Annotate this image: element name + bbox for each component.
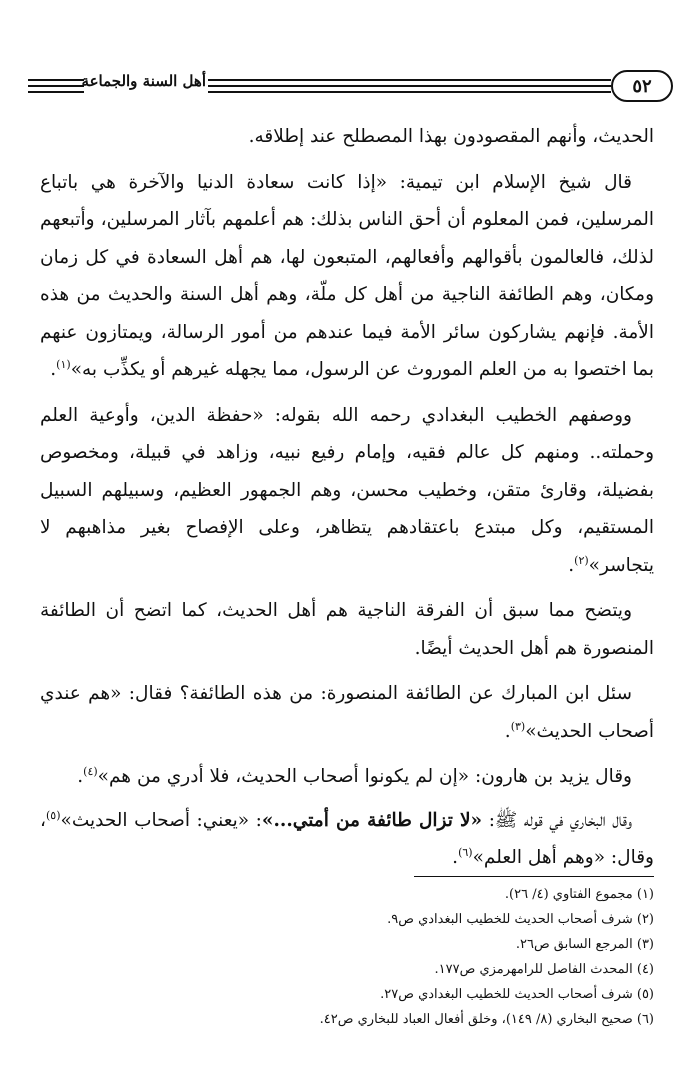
header-rule (208, 79, 611, 86)
paragraph: سئل ابن المبارك عن الطائفة المنصورة: من هذه الطائفة؟ فقال: «هم عندي أصحاب الحديث»$^{(٣)}$. (40, 683, 654, 742)
footnote-mark: (١) (56, 357, 71, 371)
main-text (40, 118, 654, 885)
page-number: ٥٢ (611, 70, 673, 102)
paragraph: وقال يزيد بن هارون: «إن لم يكونوا أصحاب الحديث، فلا أدري من هم»$^{(٤)}$. (77, 764, 632, 787)
footnote-mark: (٥) (45, 808, 61, 822)
paragraph: ويتضح مما سبق أن الفرقة الناجية هم أهل الحديث، كما اتضح أن الطائفة المنصورة هم أهل الحديث أيضًا. (40, 600, 654, 659)
paragraph: وقال البخاري في قوله ﷺ: «لا تزال طائفة من أمتي...»: «يعني: أصحاب الحديث»$^{(٥)}$، وقال: «وهم أهل العلم»$^{(٦)}$. (40, 808, 654, 868)
footnote: (٦) صحيح البخاري (٨/ ١٤٩)، وخلق أفعال العباد للبخاري ص٤٢. (319, 1012, 654, 1027)
footnote: (٥) شرف أصحاب الحديث للخطيب البغدادي ص٢٧. (380, 987, 654, 1002)
hadith-quote: «لا تزال طائفة من أمتي...» (261, 809, 483, 831)
paragraph: قال شيخ الإسلام ابن تيمية: «إذا كانت سعادة الدنيا والآخرة هي باتباع المرسلين، فمن المعلوم أن أحق الناس بذلك: هم أعلمهم بآثار المرسلين، وأتبعهم لذلك، فالعالمون بأقوالهم وأفعالهم، المتبعون لها، هم أهل السعادة في كل زمان ومكان، وهم الطائفة الناجية من أهل كل ملّة، وهم أهل السنة والحديث من هذه الأمة. فإنهم يشاركون سائر الأمة فيما عندهم من أمور الرسالة، ويمتازون عنهم بما اختصوا به من العلم الموروث عن الرسول، مما يجهله غيرهم أو يكذِّب به»$^{(١)}$. (40, 171, 654, 380)
footnote: (٣) المرجع السابق ص٢٦. (515, 937, 654, 952)
footnote-mark: (٤) (83, 764, 98, 778)
footnote: (٢) شرف أصحاب الحديث للخطيب البغدادي ص٩. (387, 912, 654, 927)
footnote-mark: (٦) (458, 845, 473, 859)
footnotes (40, 882, 654, 1032)
header-rule (28, 79, 84, 86)
header-rule (28, 86, 84, 93)
footnote-separator (414, 876, 654, 877)
running-title: أهل السنة والجماعة (81, 72, 206, 90)
footnote: (١) مجموع الفتاوي (٤/ ٢٦). (504, 887, 654, 902)
footnote-mark: (٣) (510, 719, 526, 733)
footnote-mark: (٢) (574, 553, 589, 567)
header-rule (208, 86, 611, 93)
page-header (28, 70, 673, 106)
paragraph: ووصفهم الخطيب البغدادي رحمه الله بقوله: «حفظة الدين، وأوعية العلم وحملته.. ومنهم كل عالم فقيه، وإمام رفيع نبيه، وزاهد في قبيلة، ومخصوص بفضيلة، وقارئ متقن، وخطيب محسن، وهم الجمهور العظيم، وسبيلهم السبيل المستقيم، وكل مبتدع باعتقادهم يتظاهر، وعلى الإفصاح بغير مذاهبهم لا يتجاسر»$^{(٢)}$. (40, 404, 654, 576)
footnote: (٤) المحدث الفاصل للرامهرمزي ص١٧٧. (434, 962, 654, 977)
paragraph: الحديث، وأنهم المقصودون بهذا المصطلح عند إطلاقه. (248, 126, 654, 147)
